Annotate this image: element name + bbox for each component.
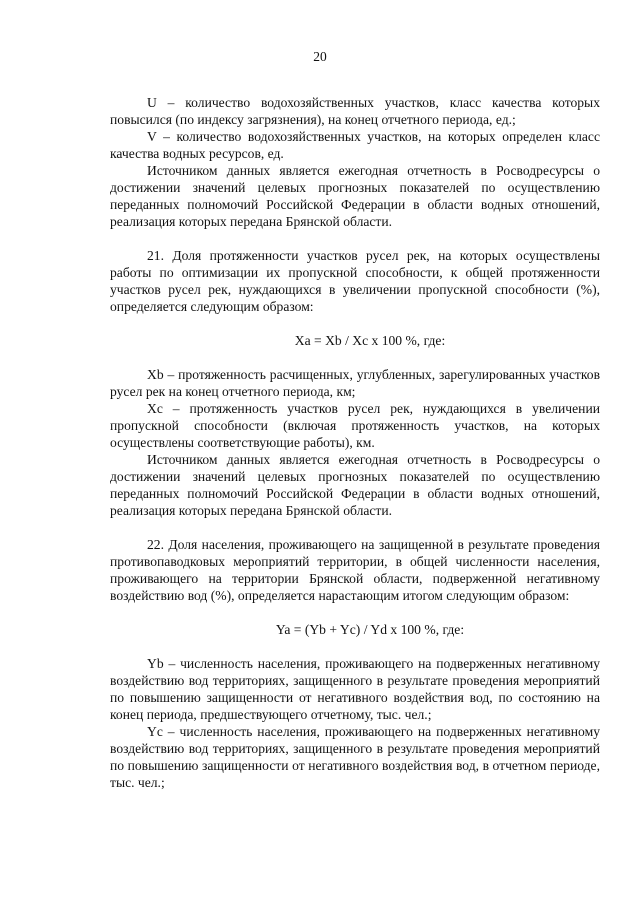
definition-xc: Xc – протяженность участков русел рек, нуждающихся в увеличении пропускной способности (включая протяженность участков, на которых осуществлены соответствующие работы), км. (110, 401, 600, 450)
definition-u: U – количество водохозяйственных участков, класс качества которых повысился (по индексу загрязнения), на конец отчетного периода, ед.; (110, 95, 600, 127)
page-number: 20 (313, 49, 327, 64)
document-body (110, 94, 600, 791)
data-source-paragraph: Источником данных является ежегодная отчетность в Росводресурсы о достижении значений целевых прогнозных показателей по осуществлению переданных полномочий Российской Федерации в области водных отношений, реализация которых передана Брянской области. (110, 163, 600, 229)
formula-22: Ya = (Yb + Yc) / Yd x 100 %, где: (275, 622, 465, 637)
definition-yc: Yc – численность населения, проживающего на подверженных негативному воздействию вод территориях, защищенного в результате проведения мероприятий по повышению защищенности от негативного воздействия вод, в отчетном периоде, тыс. чел.; (110, 724, 600, 790)
definition-yb: Yb – численность населения, проживающего на подверженных негативному воздействию вод территориях, защищенного в результате проведения мероприятий по повышению защищенности от негативного воздействия вод, по состоянию на конец периода, предшествующего отчетному, тыс. чел.; (110, 656, 600, 722)
data-source-paragraph: Источником данных является ежегодная отчетность в Росводресурсы о достижении значений целевых прогнозных показателей по осуществлению переданных полномочий Российской Федерации в области водных отношений, реализация которых передана Брянской области. (110, 452, 600, 518)
item-22-paragraph: 22. Доля населения, проживающего на защищенной в результате проведения противопаводковых мероприятий территории, в общей численности населения, проживающего на территории Брянской области, подверженной негативному воздействию вод (%), определяется нарастающим итогом следующим образом: (110, 537, 600, 603)
definition-v: V – количество водохозяйственных участков, на которых определен класс качества водных ресурсов, ед. (110, 129, 600, 161)
item-21-paragraph: 21. Доля протяженности участков русел рек, на которых осуществлены работы по оптимизации их пропускной способности, к общей протяженности участков русел рек, нуждающихся в увеличении пропускной способности (%), определяется следующим образом: (110, 248, 600, 314)
formula-21: Xa = Xb / Xc x 100 %, где: (294, 333, 446, 348)
definition-xb: Xb – протяженность расчищенных, углубленных, зарегулированных участков русел рек на конец отчетного периода, км; (110, 367, 600, 399)
